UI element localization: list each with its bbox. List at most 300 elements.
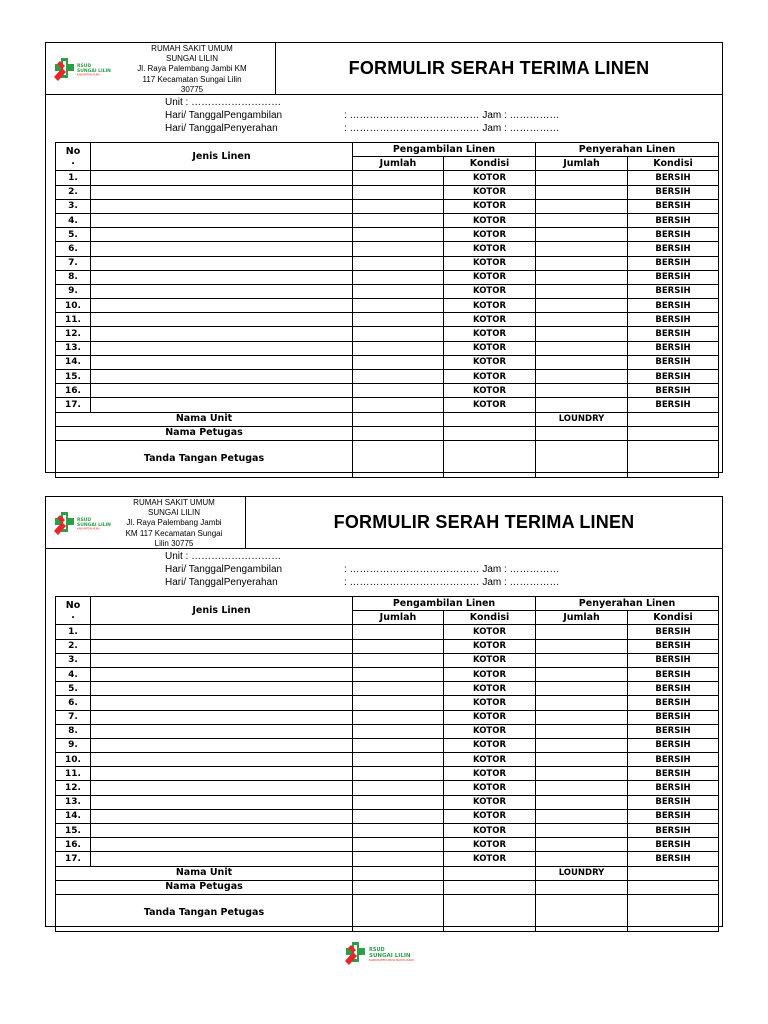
kondisi-kotor: KOTOR <box>444 838 536 852</box>
jumlah-penyerahan-cell[interactable] <box>536 653 628 667</box>
nama-unit-label: Nama Unit <box>56 866 353 880</box>
nama-petugas-label: Nama Petugas <box>56 880 353 894</box>
col-no-header <box>56 143 91 171</box>
hospital-address: Jl. Raya Palembang Jambi <box>126 518 222 528</box>
jumlah-penyerahan-cell[interactable] <box>536 185 628 199</box>
jenis-linen-cell[interactable] <box>91 824 353 838</box>
svg-text:SUNGAI LILIN: SUNGAI LILIN <box>77 523 111 528</box>
jenis-linen-cell[interactable] <box>91 767 353 781</box>
kondisi-kotor: KOTOR <box>444 682 536 696</box>
jumlah-pengambilan-cell[interactable] <box>353 809 444 823</box>
hospital-address: KM 117 Kecamatan Sungai <box>125 528 223 538</box>
kondisi-kotor: KOTOR <box>444 270 536 284</box>
table-row <box>56 384 719 398</box>
table-row <box>56 355 719 369</box>
nama-unit-pengambilan[interactable] <box>353 866 444 880</box>
jumlah-pengambilan-cell[interactable] <box>353 299 444 313</box>
jumlah-penyerahan-cell[interactable] <box>536 355 628 369</box>
hospital-name <box>112 44 272 95</box>
table-row <box>56 724 719 738</box>
linen-form-1 <box>45 42 723 473</box>
hospital-postcode: Lilin 30775 <box>154 538 194 548</box>
jumlah-penyerahan-cell[interactable] <box>536 809 628 823</box>
no-label: No <box>65 145 81 157</box>
hospital-logo-icon <box>52 509 111 535</box>
header-row <box>56 597 719 611</box>
hospital-postcode: 30775 <box>180 84 204 94</box>
row-number: 16. <box>56 384 91 398</box>
hospital-block <box>46 497 246 548</box>
jumlah-pengambilan-cell[interactable] <box>353 327 444 341</box>
kondisi-bersih: BERSIH <box>628 639 719 653</box>
row-number: 13. <box>56 341 91 355</box>
kondisi-bersih: BERSIH <box>628 838 719 852</box>
kondisi-kotor: KOTOR <box>444 228 536 242</box>
kondisi-kotor: KOTOR <box>444 767 536 781</box>
row-number: 8. <box>56 270 91 284</box>
jenis-linen-cell[interactable] <box>91 270 353 284</box>
kondisi-kotor: KOTOR <box>444 185 536 199</box>
jumlah-pengambilan-cell[interactable] <box>353 398 444 412</box>
meta-label: Hari/ TanggalPengambilan <box>165 564 283 575</box>
jumlah-pengambilan-cell[interactable] <box>353 667 444 681</box>
jenis-linen-cell[interactable] <box>91 384 353 398</box>
kondisi-kotor: KOTOR <box>444 327 536 341</box>
col-kondisi-header: Kondisi <box>628 157 719 171</box>
table-row <box>56 852 719 866</box>
kondisi-bersih: BERSIH <box>628 284 719 298</box>
nama-unit-row <box>56 866 719 880</box>
kondisi-bersih: BERSIH <box>628 327 719 341</box>
no-dot: . <box>71 155 75 167</box>
jumlah-pengambilan-cell[interactable] <box>353 355 444 369</box>
jenis-linen-cell[interactable] <box>91 355 353 369</box>
svg-text:KABUPATEN MUBA: KABUPATEN MUBA <box>77 73 100 77</box>
kondisi-bersih: BERSIH <box>628 809 719 823</box>
signature-cell[interactable] <box>444 440 536 477</box>
kondisi-kotor: KOTOR <box>444 355 536 369</box>
linen-table <box>55 596 719 932</box>
row-number: 4. <box>56 213 91 227</box>
loundry-label: LOUNDRY <box>536 412 628 426</box>
jumlah-pengambilan-cell[interactable] <box>353 284 444 298</box>
jumlah-pengambilan-cell[interactable] <box>353 341 444 355</box>
petugas-cell[interactable] <box>444 426 536 440</box>
jenis-linen-cell[interactable] <box>91 228 353 242</box>
table-row <box>56 199 719 213</box>
table-row <box>56 809 719 823</box>
table-row <box>56 341 719 355</box>
jenis-linen-cell[interactable] <box>91 299 353 313</box>
table-row <box>56 313 719 327</box>
jenis-linen-cell[interactable] <box>91 341 353 355</box>
signature-cell[interactable] <box>628 894 719 931</box>
jumlah-penyerahan-cell[interactable] <box>536 284 628 298</box>
table-row <box>56 696 719 710</box>
jumlah-pengambilan-cell[interactable] <box>353 781 444 795</box>
jenis-linen-cell[interactable] <box>91 653 353 667</box>
meta-label: Hari/ TanggalPenyerahan <box>165 577 278 588</box>
jumlah-pengambilan-cell[interactable] <box>353 696 444 710</box>
jumlah-penyerahan-cell[interactable] <box>536 824 628 838</box>
kondisi-bersih: BERSIH <box>628 171 719 185</box>
row-number: 10. <box>56 299 91 313</box>
kondisi-bersih: BERSIH <box>628 384 719 398</box>
svg-text:KABUPATEN MUSI BANYUASIN: KABUPATEN MUSI BANYUASIN <box>369 958 414 962</box>
kondisi-kotor: KOTOR <box>444 795 536 809</box>
jumlah-pengambilan-cell[interactable] <box>353 242 444 256</box>
hospital-line: RUMAH SAKIT UMUM <box>133 498 215 507</box>
kondisi-bersih: BERSIH <box>628 696 719 710</box>
tanda-tangan-label: Tanda Tangan Petugas <box>56 440 353 477</box>
table-row <box>56 781 719 795</box>
tanda-tangan-row <box>56 440 719 477</box>
jenis-linen-cell[interactable] <box>91 256 353 270</box>
kondisi-bersih: BERSIH <box>628 213 719 227</box>
kondisi-bersih: BERSIH <box>628 767 719 781</box>
jumlah-penyerahan-cell[interactable] <box>536 738 628 752</box>
jenis-linen-cell[interactable] <box>91 370 353 384</box>
jumlah-pengambilan-cell[interactable] <box>353 213 444 227</box>
kondisi-bersih: BERSIH <box>628 199 719 213</box>
kondisi-kotor: KOTOR <box>444 852 536 866</box>
jumlah-pengambilan-cell[interactable] <box>353 185 444 199</box>
jumlah-penyerahan-cell[interactable] <box>536 398 628 412</box>
col-jumlah-header: Jumlah <box>353 611 444 625</box>
signature-cell[interactable] <box>536 894 628 931</box>
jenis-linen-cell[interactable] <box>91 781 353 795</box>
tanda-tangan-label: Tanda Tangan Petugas <box>56 894 353 931</box>
kondisi-kotor: KOTOR <box>444 753 536 767</box>
jumlah-penyerahan-cell[interactable] <box>536 696 628 710</box>
hospital-line: SUNGAI LILIN <box>147 508 200 518</box>
jumlah-pengambilan-cell[interactable] <box>353 639 444 653</box>
jumlah-penyerahan-cell[interactable] <box>536 327 628 341</box>
table-row <box>56 256 719 270</box>
table-row <box>56 653 719 667</box>
col-jumlah-header: Jumlah <box>536 157 628 171</box>
row-number: 14. <box>56 355 91 369</box>
header-row <box>56 143 719 157</box>
jenis-linen-cell[interactable] <box>91 199 353 213</box>
jumlah-pengambilan-cell[interactable] <box>353 710 444 724</box>
kondisi-bersih: BERSIH <box>628 682 719 696</box>
row-number: 7. <box>56 256 91 270</box>
jenis-linen-cell[interactable] <box>91 667 353 681</box>
table-row <box>56 185 719 199</box>
jumlah-pengambilan-cell[interactable] <box>353 625 444 639</box>
jumlah-penyerahan-cell[interactable] <box>536 724 628 738</box>
jenis-linen-cell[interactable] <box>91 639 353 653</box>
table-row <box>56 682 719 696</box>
jenis-linen-cell[interactable] <box>91 696 353 710</box>
jumlah-pengambilan-cell[interactable] <box>353 199 444 213</box>
jenis-linen-cell[interactable] <box>91 213 353 227</box>
petugas-cell[interactable] <box>444 880 536 894</box>
row-number: 12. <box>56 781 91 795</box>
table-row <box>56 753 719 767</box>
jumlah-pengambilan-cell[interactable] <box>353 313 444 327</box>
kondisi-bersih: BERSIH <box>628 667 719 681</box>
svg-text:KABUPATEN MUBA: KABUPATEN MUBA <box>77 527 100 531</box>
meta-label: Hari/ TanggalPenyerahan <box>165 123 278 134</box>
kondisi-bersih: BERSIH <box>628 355 719 369</box>
jumlah-pengambilan-cell[interactable] <box>353 838 444 852</box>
jenis-linen-cell[interactable] <box>91 682 353 696</box>
col-kondisi-header: Kondisi <box>444 611 536 625</box>
col-kondisi-header: Kondisi <box>628 611 719 625</box>
kondisi-kotor: KOTOR <box>444 213 536 227</box>
kondisi-kotor: KOTOR <box>444 242 536 256</box>
kondisi-kotor: KOTOR <box>444 256 536 270</box>
svg-text:SUNGAI LILIN: SUNGAI LILIN <box>77 69 111 74</box>
jumlah-penyerahan-cell[interactable] <box>536 213 628 227</box>
table-row <box>56 625 719 639</box>
kondisi-bersih: BERSIH <box>628 242 719 256</box>
row-number: 14. <box>56 809 91 823</box>
row-number: 2. <box>56 639 91 653</box>
signature-cell[interactable] <box>444 894 536 931</box>
jumlah-pengambilan-cell[interactable] <box>353 370 444 384</box>
kondisi-bersih: BERSIH <box>628 313 719 327</box>
form-header <box>46 43 722 95</box>
row-number: 5. <box>56 682 91 696</box>
kondisi-bersih: BERSIH <box>628 299 719 313</box>
jumlah-pengambilan-cell[interactable] <box>353 824 444 838</box>
table-row <box>56 639 719 653</box>
jumlah-penyerahan-cell[interactable] <box>536 256 628 270</box>
table-row <box>56 228 719 242</box>
kondisi-kotor: KOTOR <box>444 696 536 710</box>
row-number: 3. <box>56 199 91 213</box>
petugas-cell[interactable] <box>628 426 719 440</box>
jumlah-pengambilan-cell[interactable] <box>353 795 444 809</box>
signature-cell[interactable] <box>536 440 628 477</box>
jumlah-penyerahan-cell[interactable] <box>536 639 628 653</box>
meta-value[interactable]: : ………………………………… Jam : …………… <box>344 110 560 121</box>
kondisi-bersih: BERSIH <box>628 753 719 767</box>
jumlah-penyerahan-cell[interactable] <box>536 270 628 284</box>
signature-cell[interactable] <box>628 440 719 477</box>
kondisi-bersih: BERSIH <box>628 824 719 838</box>
jumlah-penyerahan-cell[interactable] <box>536 171 628 185</box>
jenis-linen-cell[interactable] <box>91 838 353 852</box>
table-row <box>56 299 719 313</box>
col-pengambilan-header: Pengambilan Linen <box>353 597 536 611</box>
nama-petugas-row <box>56 426 719 440</box>
table-row <box>56 795 719 809</box>
jumlah-penyerahan-cell[interactable] <box>536 625 628 639</box>
table-row <box>56 284 719 298</box>
jumlah-pengambilan-cell[interactable] <box>353 852 444 866</box>
nama-unit-row <box>56 412 719 426</box>
row-number: 15. <box>56 824 91 838</box>
jumlah-penyerahan-cell[interactable] <box>536 341 628 355</box>
kondisi-bersih: BERSIH <box>628 852 719 866</box>
signature-cell[interactable] <box>353 440 444 477</box>
signature-cell[interactable] <box>353 894 444 931</box>
col-jenis-header: Jenis Linen <box>91 143 353 171</box>
kondisi-kotor: KOTOR <box>444 398 536 412</box>
jenis-linen-cell[interactable] <box>91 327 353 341</box>
col-jenis-header: Jenis Linen <box>91 597 353 625</box>
jumlah-pengambilan-cell[interactable] <box>353 270 444 284</box>
row-number: 17. <box>56 852 91 866</box>
hospital-name <box>106 498 242 549</box>
jumlah-pengambilan-cell[interactable] <box>353 767 444 781</box>
meta-value[interactable]: : ………………………………… Jam : …………… <box>344 123 560 134</box>
form-meta <box>46 96 722 140</box>
kondisi-bersih: BERSIH <box>628 781 719 795</box>
jenis-linen-cell[interactable] <box>91 809 353 823</box>
svg-text:RSUD: RSUD <box>77 518 92 523</box>
table-row <box>56 667 719 681</box>
jumlah-penyerahan-cell[interactable] <box>536 753 628 767</box>
no-label: No <box>65 599 81 611</box>
form-meta <box>46 550 722 594</box>
svg-text:RSUD: RSUD <box>369 947 385 953</box>
footer-logo-icon <box>343 938 415 966</box>
jumlah-pengambilan-cell[interactable] <box>353 653 444 667</box>
table-row <box>56 838 719 852</box>
row-number: 13. <box>56 795 91 809</box>
kondisi-kotor: KOTOR <box>444 171 536 185</box>
hospital-line: RUMAH SAKIT UMUM <box>151 44 233 53</box>
table-row <box>56 327 719 341</box>
jenis-linen-cell[interactable] <box>91 398 353 412</box>
jumlah-penyerahan-cell[interactable] <box>536 767 628 781</box>
kondisi-bersih: BERSIH <box>628 738 719 752</box>
jumlah-penyerahan-cell[interactable] <box>536 242 628 256</box>
kondisi-bersih: BERSIH <box>628 653 719 667</box>
svg-text:SUNGAI LILIN: SUNGAI LILIN <box>369 953 411 959</box>
hospital-address: 117 Kecamatan Sungai Lilin <box>142 74 242 84</box>
jumlah-penyerahan-cell[interactable] <box>536 299 628 313</box>
col-kondisi-header: Kondisi <box>444 157 536 171</box>
jumlah-pengambilan-cell[interactable] <box>353 724 444 738</box>
row-number: 12. <box>56 327 91 341</box>
kondisi-kotor: KOTOR <box>444 667 536 681</box>
jumlah-pengambilan-cell[interactable] <box>353 753 444 767</box>
kondisi-kotor: KOTOR <box>444 809 536 823</box>
col-penyerahan-header: Penyerahan Linen <box>536 143 719 157</box>
jumlah-penyerahan-cell[interactable] <box>536 781 628 795</box>
jumlah-penyerahan-cell[interactable] <box>536 384 628 398</box>
jenis-linen-cell[interactable] <box>91 738 353 752</box>
kondisi-bersih: BERSIH <box>628 795 719 809</box>
table-row <box>56 738 719 752</box>
col-jumlah-header: Jumlah <box>353 157 444 171</box>
loundry-label: LOUNDRY <box>536 866 628 880</box>
jenis-linen-cell[interactable] <box>91 171 353 185</box>
row-number: 2. <box>56 185 91 199</box>
kondisi-kotor: KOTOR <box>444 653 536 667</box>
kondisi-kotor: KOTOR <box>444 384 536 398</box>
jenis-linen-cell[interactable] <box>91 724 353 738</box>
linen-form-2 <box>45 496 723 927</box>
meta-value[interactable]: : ………………………………… Jam : …………… <box>344 577 560 588</box>
jumlah-penyerahan-cell[interactable] <box>536 370 628 384</box>
linen-table <box>55 142 719 478</box>
nama-unit-pengambilan-2[interactable] <box>444 866 536 880</box>
no-dot: . <box>71 609 75 621</box>
jumlah-penyerahan-cell[interactable] <box>536 682 628 696</box>
kondisi-kotor: KOTOR <box>444 370 536 384</box>
jumlah-penyerahan-cell[interactable] <box>536 667 628 681</box>
table-row <box>56 767 719 781</box>
kondisi-bersih: BERSIH <box>628 270 719 284</box>
jenis-linen-cell[interactable] <box>91 284 353 298</box>
kondisi-kotor: KOTOR <box>444 625 536 639</box>
jumlah-penyerahan-cell[interactable] <box>536 313 628 327</box>
jenis-linen-cell[interactable] <box>91 242 353 256</box>
jenis-linen-cell[interactable] <box>91 753 353 767</box>
meta-value[interactable]: : ………………………………… Jam : …………… <box>344 564 560 575</box>
kondisi-kotor: KOTOR <box>444 710 536 724</box>
petugas-cell[interactable] <box>536 880 628 894</box>
nama-petugas-row <box>56 880 719 894</box>
kondisi-kotor: KOTOR <box>444 639 536 653</box>
jenis-linen-cell[interactable] <box>91 313 353 327</box>
jumlah-penyerahan-cell[interactable] <box>536 710 628 724</box>
kondisi-kotor: KOTOR <box>444 824 536 838</box>
meta-label: Hari/ TanggalPengambilan <box>165 110 283 121</box>
jumlah-pengambilan-cell[interactable] <box>353 228 444 242</box>
jumlah-penyerahan-cell[interactable] <box>536 228 628 242</box>
kondisi-kotor: KOTOR <box>444 341 536 355</box>
kondisi-bersih: BERSIH <box>628 341 719 355</box>
jumlah-pengambilan-cell[interactable] <box>353 738 444 752</box>
kondisi-kotor: KOTOR <box>444 781 536 795</box>
jumlah-pengambilan-cell[interactable] <box>353 171 444 185</box>
jumlah-pengambilan-cell[interactable] <box>353 256 444 270</box>
nama-unit-penyerahan[interactable] <box>628 412 719 426</box>
nama-unit-pengambilan-2[interactable] <box>444 412 536 426</box>
petugas-cell[interactable] <box>353 880 444 894</box>
jumlah-penyerahan-cell[interactable] <box>536 199 628 213</box>
jenis-linen-cell[interactable] <box>91 852 353 866</box>
row-number: 9. <box>56 738 91 752</box>
row-number: 6. <box>56 242 91 256</box>
row-number: 8. <box>56 724 91 738</box>
table-row <box>56 710 719 724</box>
table-row <box>56 242 719 256</box>
jumlah-penyerahan-cell[interactable] <box>536 795 628 809</box>
nama-unit-penyerahan[interactable] <box>628 866 719 880</box>
nama-unit-pengambilan[interactable] <box>353 412 444 426</box>
table-row <box>56 213 719 227</box>
jenis-linen-cell[interactable] <box>91 710 353 724</box>
row-number: 17. <box>56 398 91 412</box>
jenis-linen-cell[interactable] <box>91 185 353 199</box>
row-number: 9. <box>56 284 91 298</box>
jenis-linen-cell[interactable] <box>91 795 353 809</box>
jenis-linen-cell[interactable] <box>91 625 353 639</box>
jumlah-penyerahan-cell[interactable] <box>536 838 628 852</box>
jumlah-pengambilan-cell[interactable] <box>353 682 444 696</box>
row-number: 1. <box>56 625 91 639</box>
jumlah-pengambilan-cell[interactable] <box>353 384 444 398</box>
petugas-cell[interactable] <box>536 426 628 440</box>
row-number: 1. <box>56 171 91 185</box>
petugas-cell[interactable] <box>628 880 719 894</box>
kondisi-kotor: KOTOR <box>444 724 536 738</box>
jumlah-penyerahan-cell[interactable] <box>536 852 628 866</box>
row-number: 16. <box>56 838 91 852</box>
row-number: 7. <box>56 710 91 724</box>
kondisi-bersih: BERSIH <box>628 398 719 412</box>
petugas-cell[interactable] <box>353 426 444 440</box>
